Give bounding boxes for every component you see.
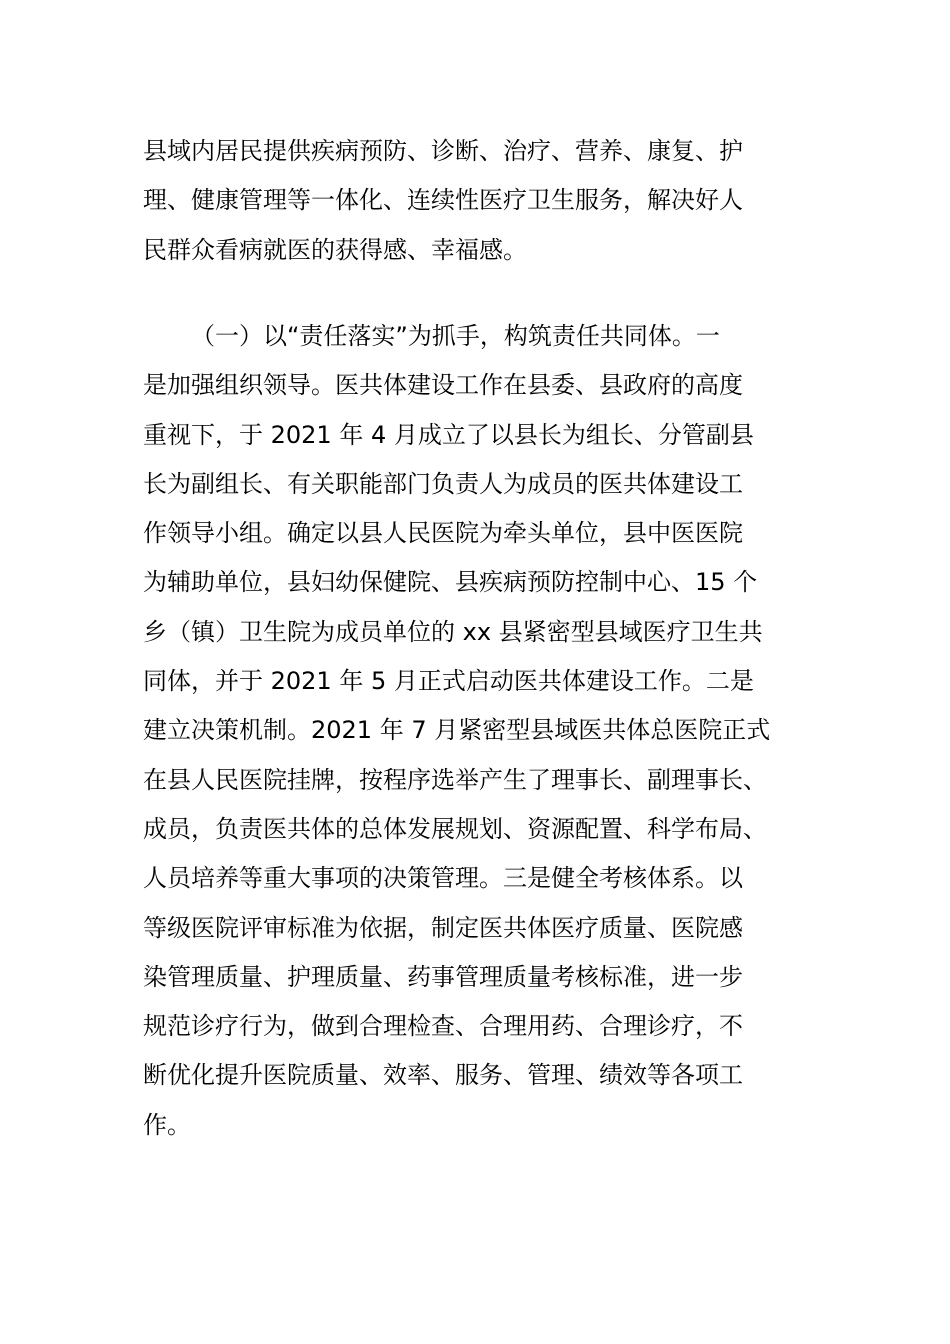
text-line: 重视下，于 2021 年 4 月成立了以县长为组长、分管副县 — [143, 420, 754, 449]
paragraph-intro — [143, 127, 813, 275]
text-line: 县域内居民提供疾病预防、诊断、治疗、营养、康复、护 — [143, 137, 743, 165]
text-line: 民群众看病就医的获得感、幸福感。 — [143, 235, 527, 264]
text-line: 断优化提升医院质量、效率、服务、管理、绩效等各项工 — [143, 1061, 743, 1090]
text-line: 同体，并于 2021 年 5 月正式启动医共体建设工作。二是 — [143, 667, 754, 696]
text-line: 建立决策机制。2021 年 7 月紧密型县域医共体总医院正式 — [143, 716, 771, 745]
paragraph-responsibility — [143, 312, 813, 1150]
text-line: 是加强组织领导。医共体建设工作在县委、县政府的高度 — [143, 371, 743, 400]
text-line: 规范诊疗行为，做到合理检查、合理用药、合理诊疗，不 — [143, 1012, 743, 1041]
text-line: 乡（镇）卫生院为成员单位的 xx 县紧密型县域医疗卫生共 — [143, 617, 763, 646]
text-line: 等级医院评审标准为依据，制定医共体医疗质量、医院感 — [143, 913, 743, 942]
text-line: 成员，负责医共体的总体发展规划、资源配置、科学布局、 — [143, 814, 767, 843]
text-line: 染管理质量、护理质量、药事管理质量考核标准，进一步 — [143, 962, 743, 991]
text-line: 在县人民医院挂牌，按程序选举产生了理事长、副理事长、 — [143, 765, 767, 794]
text-line-indented: （一）以“责任落实”为抓手，构筑责任共同体。一 — [191, 322, 720, 350]
text-line: 长为副组长、有关职能部门负责人为成员的医共体建设工 — [143, 469, 743, 498]
text-line: 作。 — [143, 1110, 191, 1139]
text-line: 理、健康管理等一体化、连续性医疗卫生服务，解决好人 — [143, 186, 743, 215]
text-line: 作领导小组。确定以县人民医院为牵头单位，县中医医院 — [143, 519, 743, 548]
text-line: 为辅助单位，县妇幼保健院、县疾病预防控制中心、15 个 — [143, 568, 758, 597]
text-line: 人员培养等重大事项的决策管理。三是健全考核体系。以 — [143, 864, 743, 893]
